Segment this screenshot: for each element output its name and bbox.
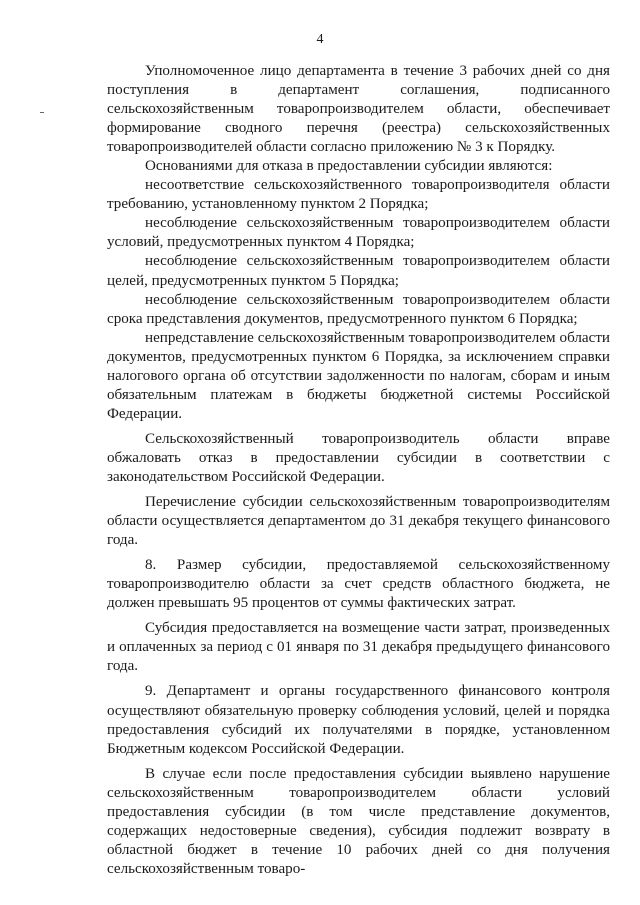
paragraph-ground-deadline: несоблюдение сельскохозяйственным товаропроизводителем области срока представления документов, предусмотренного пунктом 6 Порядка;: [107, 291, 610, 327]
page-number: 4: [316, 32, 324, 47]
paragraph-appeal: Сельскохозяйственный товаропроизводитель области вправе обжаловать отказ в предоставлении субсидии в соответствии с законодательством Российской Федерации.: [107, 430, 610, 485]
margin-mark: [40, 112, 44, 113]
paragraph-ground-documents: непредставление сельскохозяйственным товаропроизводителем области документов, предусмотренных пунктом 6 Порядка, за исключением справки налогового органа об отсутствии задолженности по налогам, сборам и иным обязательным платежам в бюджеты бюджетной системы Российской Федерации.: [107, 329, 610, 422]
paragraph-ground-conditions: несоблюдение сельскохозяйственным товаропроизводителем области условий, предусмотренных пунктом 4 Порядка;: [107, 215, 610, 251]
document-body: [107, 62, 610, 885]
paragraph-ground-goals: несоблюдение сельскохозяйственным товаропроизводителем области целей, предусмотренных пунктом 5 Порядка;: [107, 253, 610, 289]
paragraph-item-8: 8. Размер субсидии, предоставляемой сельскохозяйственному товаропроизводителю области за счет средств областного бюджета, не должен превышать 95 процентов от суммы фактических затрат.: [107, 557, 610, 612]
paragraph-ground-requirement: несоответствие сельскохозяйственного товаропроизводителя области требованию, установленному пунктом 2 Порядка;: [107, 177, 610, 213]
paragraph-return: В случае если после предоставления субсидии выявлено нарушение сельскохозяйственным товаропроизводителем области условий предоставления субсидии (в том числе представление документов, содержащих недостоверные сведения), субсидия подлежит возврату в областной бюджет в течение 10 рабочих дней со дня получения сельскохозяйственным товаро-: [107, 765, 610, 877]
paragraph-item-9: 9. Департамент и органы государственного финансового контроля осуществляют обязательную проверку соблюдения условий, целей и порядка предоставления субсидий их получателями в порядке, установленном Бюджетным кодексом Российской Федерации.: [107, 683, 610, 757]
paragraph-registry: Уполномоченное лицо департамента в течение 3 рабочих дней со дня поступления в департамент соглашения, подписанного сельскохозяйственным товаропроизводителем области, обеспечивает формирование сводного перечня (реестра) сельскохозяйственных товаропроизводителей области согласно приложению № 3 к Порядку.: [107, 63, 610, 156]
paragraph-reimbursement: Субсидия предоставляется на возмещение части затрат, произведенных и оплаченных за период с 01 января по 31 декабря предыдущего финансового года.: [107, 620, 610, 675]
paragraph-transfer: Перечисление субсидии сельскохозяйственным товаропроизводителям области осуществляется департаментом до 31 декабря текущего финансового года.: [107, 494, 610, 549]
paragraph-refusal-grounds: Основаниями для отказа в предоставлении субсидии являются:: [145, 158, 553, 175]
